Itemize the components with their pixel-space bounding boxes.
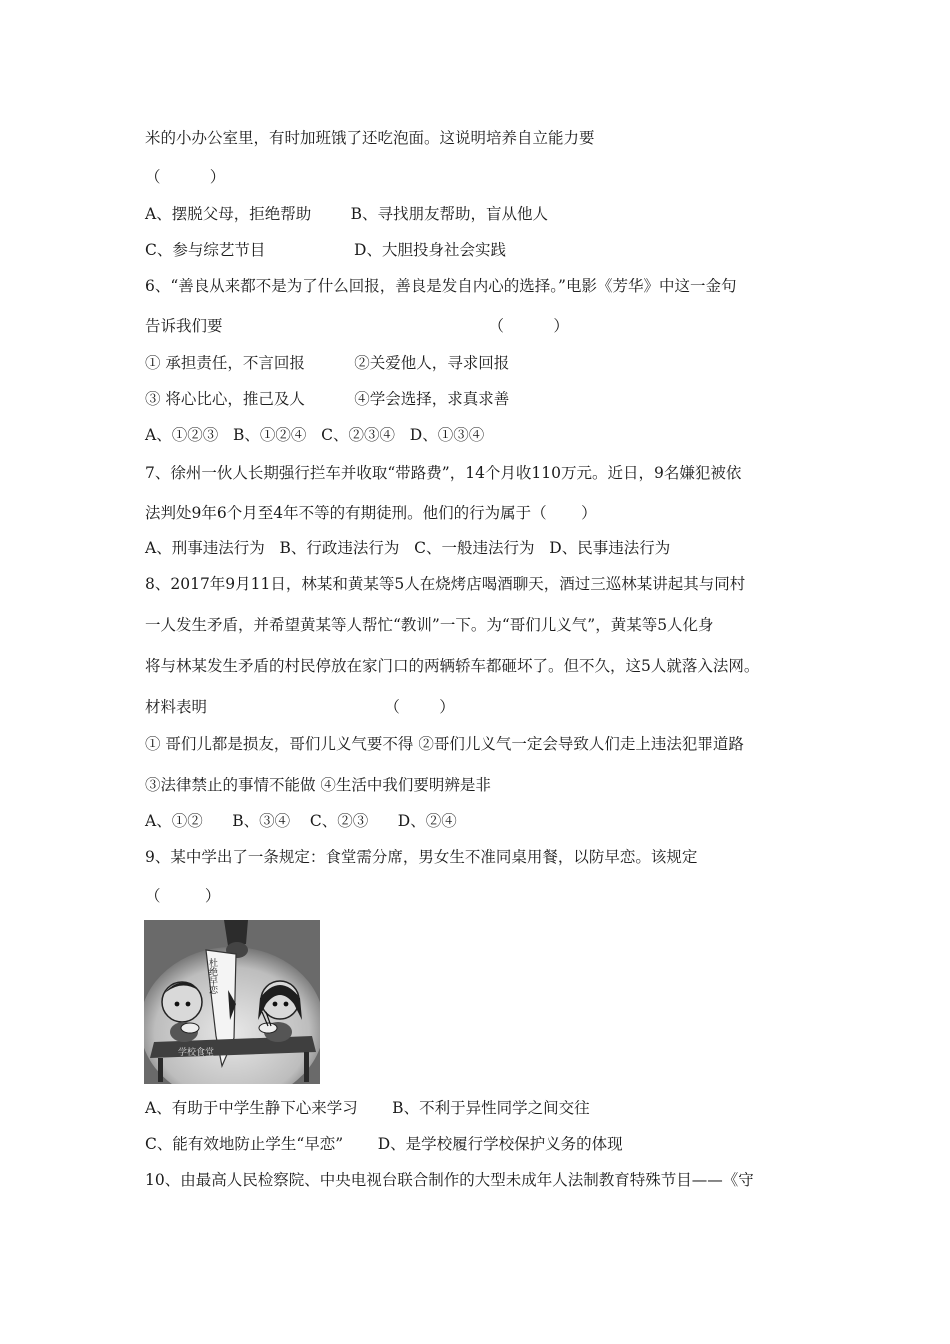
cartoon-illustration [144,920,320,1084]
line-13: 8、2017年9月11日，林某和黄某等5人在烧烤店喝酒聊天，酒过三巡林某讲起其与同村 [145,575,746,593]
line-20: 9、某中学出了一条规定：食堂需分席，男女生不准同桌用餐，以防早恋。该规定 [145,848,698,866]
line-12: A、刑事违法行为 B、行政违法行为 C、一般违法行为 D、民事违法行为 [145,539,671,557]
line-01: 米的小办公室里，有时加班饿了还吃泡面。这说明培养自立能力要 [145,129,595,147]
line-19: A、①② B、③④ C、②③ D、②④ [145,812,457,830]
line-14: 一人发生矛盾，并希望黄某等人帮忙“教训”一下。为“哥们儿义气”，黄某等5人化身 [145,616,714,634]
line-21: （ ） [145,887,221,905]
line-22: A、有助于中学生静下心来学习 B、不利于异性同学之间交往 [145,1099,590,1117]
line-15: 将与林某发生矛盾的村民停放在家门口的两辆轿车都砸坏了。但不久，这5人就落入法网。 [145,657,760,675]
line-18: ③法律禁止的事情不能做 ④生活中我们要明辨是非 [145,776,491,794]
line-05: 6、“善良从来都不是为了什么回报，善良是发自内心的选择。”电影《芳华》中这一金句 [145,277,737,295]
line-24: 10、由最高人民检察院、中央电视台联合制作的大型未成年人法制教育特殊节目——《守 [145,1171,754,1189]
line-10: 7、徐州一伙人长期强行拦车并收取“带路费”，14个月收110万元。近日，9名嫌犯被依 [145,464,742,482]
line-02: （ ） [145,168,226,186]
knife-label: 杜绝早恋 [207,958,217,994]
line-07: ① 承担责任，不言回报 ②关爱他人，寻求回报 [145,354,510,372]
line-09: A、①②③ B、①②④ C、②③④ D、①③④ [145,426,485,444]
line-11: 法判处9年6个月至4年不等的有期徒刑。他们的行为属于（ ） [145,504,597,522]
line-16: 材料表明 （ ） [145,698,455,716]
line-06: 告诉我们要 （ ） [145,317,569,335]
line-23: C、能有效地防止学生“早恋” D、是学校履行学校保护义务的体现 [145,1135,623,1153]
line-04: C、参与综艺节目 D、大胆投身社会实践 [145,241,506,259]
table-label: 学校食堂 [178,1048,215,1058]
line-08: ③ 将心比心，推己及人 ④学会选择，求真求善 [145,390,510,408]
line-17: ① 哥们儿都是损友，哥们儿义气要不得 ②哥们儿义气一定会导致人们走上违法犯罪道路 [145,735,744,753]
line-03: A、摆脱父母，拒绝帮助 B、寻找朋友帮助，盲从他人 [145,205,549,223]
